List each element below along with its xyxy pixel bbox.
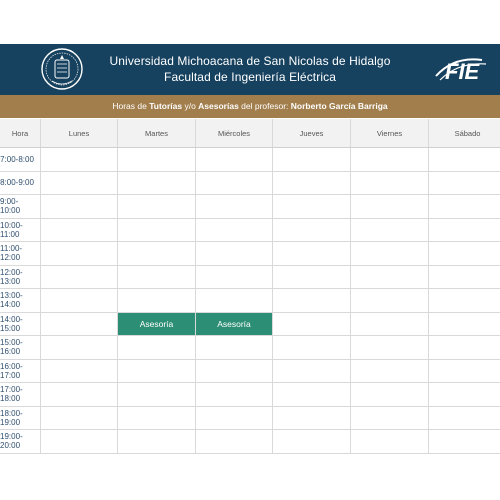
schedule-cell[interactable] — [429, 219, 500, 243]
banner-suffix: del profesor: — [238, 101, 291, 111]
column-header-viernes: Viernes — [351, 119, 429, 148]
schedule-table — [0, 119, 500, 456]
column-header-lunes: Lunes — [41, 119, 118, 148]
schedule-cell[interactable] — [429, 430, 500, 454]
hour-label: 17:00-18:00 — [0, 383, 41, 407]
schedule-cell[interactable] — [196, 172, 273, 196]
schedule-cell[interactable] — [273, 172, 351, 196]
schedule-cell[interactable] — [196, 266, 273, 290]
hour-label: 15:00-16:00 — [0, 336, 41, 360]
schedule-cell[interactable] — [351, 289, 429, 313]
schedule-cell[interactable] — [196, 430, 273, 454]
schedule-cell[interactable] — [41, 266, 118, 290]
schedule-cell[interactable] — [273, 195, 351, 219]
faculty-name: Facultad de Ingeniería Eléctrica — [164, 70, 336, 84]
schedule-cell[interactable] — [429, 360, 500, 384]
fie-logo-icon — [432, 50, 490, 88]
banner-connector: y/o — [182, 101, 199, 111]
column-header-sabado: Sábado — [429, 119, 500, 148]
schedule-cell[interactable] — [196, 195, 273, 219]
schedule-cell[interactable] — [273, 219, 351, 243]
schedule-cell[interactable] — [429, 172, 500, 196]
schedule-cell[interactable] — [351, 360, 429, 384]
hour-label: 9:00-10:00 — [0, 195, 41, 219]
schedule-cell[interactable] — [351, 148, 429, 172]
schedule-cell[interactable] — [118, 336, 196, 360]
hour-label: 10:00-11:00 — [0, 219, 41, 243]
schedule-cell[interactable] — [273, 360, 351, 384]
professor-banner — [0, 95, 500, 118]
schedule-cell[interactable] — [41, 336, 118, 360]
banner-tutorias: Tutorías — [149, 101, 183, 111]
schedule-cell[interactable] — [41, 289, 118, 313]
schedule-cell[interactable] — [196, 360, 273, 384]
hour-label: 8:00-9:00 — [0, 172, 41, 196]
appointment-block[interactable]: Asesoría — [118, 313, 195, 336]
column-header-jueves: Jueves — [273, 119, 351, 148]
schedule-cell[interactable] — [118, 242, 196, 266]
schedule-cell[interactable] — [196, 336, 273, 360]
schedule-cell[interactable] — [351, 219, 429, 243]
schedule-cell[interactable] — [273, 383, 351, 407]
schedule-cell[interactable] — [41, 172, 118, 196]
schedule-cell[interactable] — [351, 172, 429, 196]
university-seal-icon — [40, 47, 84, 91]
hour-label: 7:00-8:00 — [0, 148, 41, 172]
schedule-cell[interactable] — [118, 148, 196, 172]
schedule-cell[interactable] — [351, 407, 429, 431]
schedule-cell[interactable] — [196, 148, 273, 172]
schedule-cell[interactable] — [196, 219, 273, 243]
schedule-cell[interactable] — [273, 242, 351, 266]
schedule-cell[interactable] — [429, 336, 500, 360]
professor-name: Norberto García Barriga — [290, 101, 388, 111]
schedule-cell[interactable] — [118, 195, 196, 219]
schedule-cell[interactable] — [41, 407, 118, 431]
schedule-cell[interactable] — [41, 242, 118, 266]
column-header-miercoles: Miércoles — [196, 119, 273, 148]
schedule-cell[interactable] — [429, 242, 500, 266]
schedule-cell[interactable] — [41, 195, 118, 219]
hour-label: 14:00-15:00 — [0, 313, 41, 337]
schedule-cell[interactable] — [429, 289, 500, 313]
schedule-cell[interactable] — [196, 407, 273, 431]
header-bar — [0, 44, 500, 95]
schedule-cell[interactable] — [351, 242, 429, 266]
banner-asesorias: Asesorías — [198, 101, 239, 111]
logo-text: FIE — [445, 59, 480, 84]
schedule-cell[interactable] — [118, 172, 196, 196]
schedule-cell[interactable] — [41, 360, 118, 384]
appointment-block[interactable]: Asesoría — [196, 313, 272, 336]
schedule-cell[interactable] — [273, 289, 351, 313]
banner-prefix: Horas de — [112, 101, 150, 111]
schedule-cell[interactable] — [118, 289, 196, 313]
hour-label: 16:00-17:00 — [0, 360, 41, 384]
schedule-cell[interactable] — [429, 195, 500, 219]
schedule-cell[interactable] — [351, 313, 429, 337]
hour-label: 12:00-13:00 — [0, 266, 41, 290]
schedule-cell[interactable] — [118, 430, 196, 454]
schedule-cell[interactable] — [429, 383, 500, 407]
hour-label: 13:00-14:00 — [0, 289, 41, 313]
schedule-cell[interactable] — [273, 430, 351, 454]
schedule-cell[interactable] — [273, 266, 351, 290]
hour-label: 11:00-12:00 — [0, 242, 41, 266]
schedule-cell[interactable] — [41, 383, 118, 407]
schedule-cell[interactable] — [273, 313, 351, 337]
schedule-cell[interactable] — [429, 266, 500, 290]
schedule-cell[interactable] — [118, 360, 196, 384]
column-header-hora: Hora — [0, 119, 41, 148]
column-header-martes: Martes — [118, 119, 196, 148]
schedule-cell[interactable] — [196, 242, 273, 266]
schedule-cell[interactable] — [118, 219, 196, 243]
schedule-cell[interactable] — [273, 336, 351, 360]
header-titles — [100, 53, 400, 85]
schedule-cell[interactable] — [273, 407, 351, 431]
university-name: Universidad Michoacana de San Nicolas de Hidalgo — [109, 54, 391, 68]
schedule-cell[interactable] — [351, 383, 429, 407]
schedule-cell[interactable] — [429, 313, 500, 337]
schedule-cell[interactable] — [351, 336, 429, 360]
schedule-cell[interactable] — [351, 195, 429, 219]
schedule-cell[interactable] — [41, 219, 118, 243]
schedule-cell[interactable] — [41, 313, 118, 337]
schedule-cell[interactable] — [41, 430, 118, 454]
schedule-cell[interactable] — [351, 430, 429, 454]
schedule-cell[interactable] — [118, 266, 196, 290]
schedule-cell[interactable] — [41, 148, 118, 172]
schedule-cell[interactable] — [273, 148, 351, 172]
schedule-cell[interactable] — [118, 407, 196, 431]
hour-label: 19:00-20:00 — [0, 430, 41, 454]
schedule-cell[interactable] — [429, 407, 500, 431]
schedule-cell[interactable] — [351, 266, 429, 290]
hour-label: 18:00-19:00 — [0, 407, 41, 431]
schedule-cell[interactable] — [429, 148, 500, 172]
schedule-cell[interactable] — [196, 383, 273, 407]
schedule-cell[interactable] — [118, 383, 196, 407]
schedule-cell[interactable] — [196, 289, 273, 313]
